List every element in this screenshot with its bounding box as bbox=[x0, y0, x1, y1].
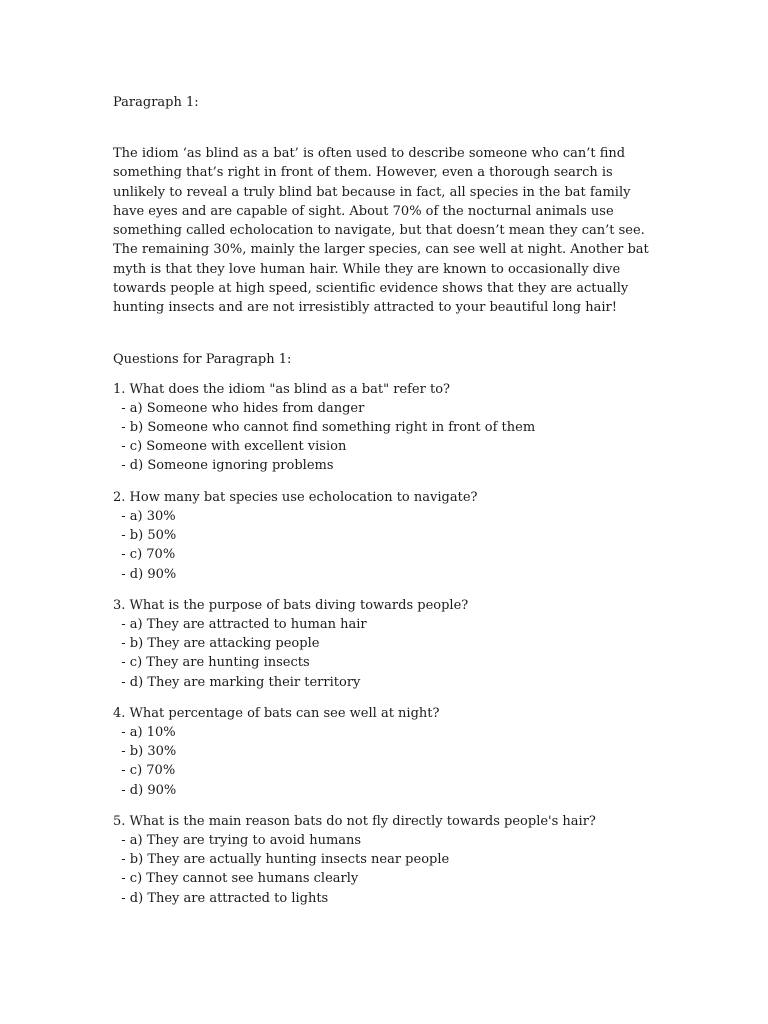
answer-options bbox=[113, 615, 653, 692]
answer-option: - c) 70% bbox=[113, 763, 176, 779]
answer-option: - a) 30% bbox=[113, 508, 176, 524]
questions-heading: Questions for Paragraph 1: bbox=[113, 351, 292, 367]
document-page bbox=[113, 93, 653, 908]
question-3 bbox=[113, 596, 653, 692]
answer-options bbox=[113, 507, 653, 584]
answer-option: - d) 90% bbox=[113, 566, 177, 582]
question-text: 4. What percentage of bats can see well at night? bbox=[113, 705, 440, 721]
answer-option: - a) 10% bbox=[113, 724, 176, 740]
question-text: 1. What does the idiom "as blind as a bat" refer to? bbox=[113, 381, 450, 397]
answer-option: - b) Someone who cannot find something right in front of them bbox=[113, 420, 536, 436]
answer-option: - d) They are marking their territory bbox=[113, 674, 361, 690]
question-1 bbox=[113, 380, 653, 476]
answer-option: - d) Someone ignoring problems bbox=[113, 458, 334, 474]
answer-option: - c) They cannot see humans clearly bbox=[113, 871, 359, 887]
answer-option: - b) 50% bbox=[113, 528, 177, 544]
answer-option: - a) They are attracted to human hair bbox=[113, 616, 367, 632]
question-5 bbox=[113, 812, 653, 908]
question-text: 2. How many bat species use echolocation to navigate? bbox=[113, 489, 478, 505]
paragraph-heading: Paragraph 1: bbox=[113, 95, 199, 110]
question-4 bbox=[113, 704, 653, 800]
answer-option: - b) They are attacking people bbox=[113, 636, 320, 652]
answer-options bbox=[113, 831, 653, 908]
answer-option: - b) They are actually hunting insects near people bbox=[113, 852, 450, 868]
answer-options bbox=[113, 399, 653, 476]
answer-option: - c) 70% bbox=[113, 547, 176, 563]
question-2 bbox=[113, 488, 653, 584]
answer-options bbox=[113, 723, 653, 800]
answer-option: - c) They are hunting insects bbox=[113, 655, 310, 671]
question-text: 3. What is the purpose of bats diving towards people? bbox=[113, 597, 469, 613]
answer-option: - a) Someone who hides from danger bbox=[113, 400, 365, 416]
paragraph-text: The idiom ‘as blind as a bat’ is often used to describe someone who can’t find something that’s right in front of them. However, even a thorough search is unlikely to reveal a truly blind bat because in fact, all species in the bat family have eyes and are capable of sight. About 70% of the nocturnal animals use something called echolocation to navigate, but that doesn’t mean they can’t see. The remaining 30%, mainly the larger species, can see well at night. Another bat myth is that they love human hair. While they are known to occasionally dive towards people at high speed, scientific evidence shows that they are actually hunting insects and are not irresistibly attracted to your beautiful long hair! bbox=[113, 146, 649, 316]
answer-option: - d) 90% bbox=[113, 782, 177, 798]
answer-option: - d) They are attracted to lights bbox=[113, 890, 329, 906]
answer-option: - a) They are trying to avoid humans bbox=[113, 832, 362, 848]
question-text: 5. What is the main reason bats do not fly directly towards people's hair? bbox=[113, 813, 596, 829]
answer-option: - c) Someone with excellent vision bbox=[113, 439, 347, 455]
answer-option: - b) 30% bbox=[113, 744, 177, 760]
